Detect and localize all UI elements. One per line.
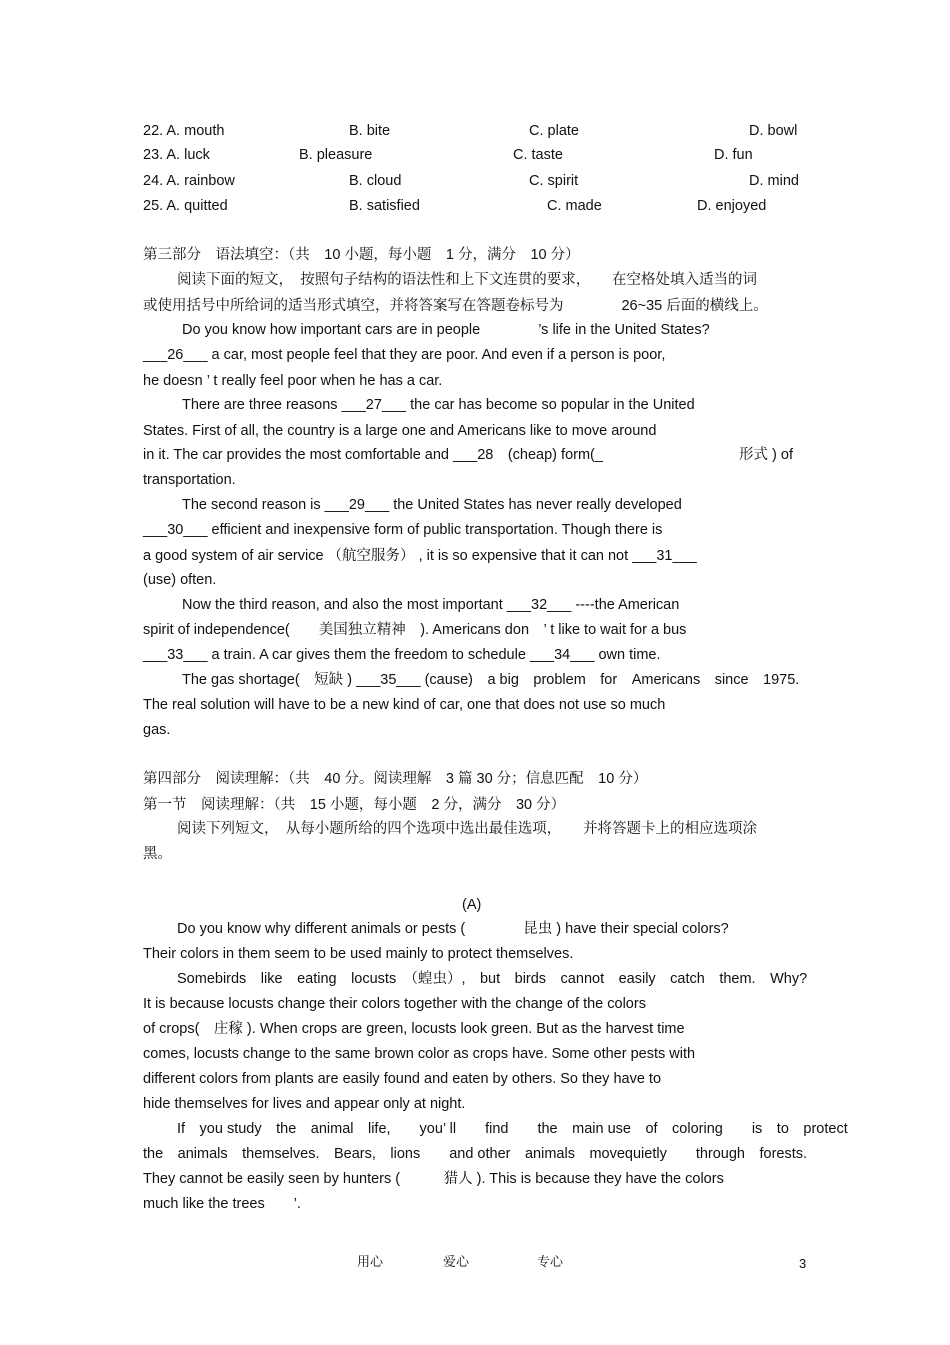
footer-text-2: 爱心 (443, 1254, 470, 1269)
passage-line: different colors from plants are easily found and eaten by others. So they have to (143, 1071, 662, 1087)
option-22-c: C. plate (529, 123, 579, 139)
option-25-d: D. enjoyed (697, 198, 767, 214)
cloze-line: ___26___ a car, most people feel that they are poor. And even if a person is poor, (143, 347, 666, 363)
passage-line: If you study the animal life, you’ ll find the main use of coloring is to protect (177, 1121, 848, 1137)
footer-text-3: 专心 (537, 1254, 564, 1269)
cloze-line: transportation. (143, 472, 236, 488)
option-23-c: C. taste (513, 147, 563, 163)
passage-line: Somebirds like eating locusts （蝗虫）, but birds cannot easily catch them. Why? (177, 971, 808, 987)
cloze-line: Now the third reason, and also the most important ___32___ ----the American (182, 597, 680, 613)
cloze-line: he doesn ’ t really feel poor when he has a car. (143, 373, 443, 389)
passage-line: It is because locusts change their colors together with the change of the colors (143, 996, 646, 1012)
passage-line: They cannot be easily seen by hunters ( 猎人 ). This is because they have the colors (143, 1171, 724, 1187)
part3-instruction-1: 阅读下面的短文， 按照句子结构的语法性和上下文连贯的要求， 在空格处填入适当的词 (177, 272, 757, 288)
passage-line: Do you know why different animals or pests ( 昆虫 ) have their special colors? (177, 921, 729, 937)
part4-instruction-1: 阅读下列短文， 从每小题所给的四个选项中选出最佳选项， 并将答题卡上的相应选项涂 (177, 821, 757, 837)
cloze-line: in it. The car provides the most comfortable and ___28 (cheap) form(_ (143, 447, 603, 463)
cloze-line: gas. (143, 722, 171, 738)
page-number: 3 (799, 1256, 807, 1271)
cloze-line-right: 形式 ) of (739, 447, 793, 463)
part4-heading: 第四部分 阅读理解：（共 40 分。阅读理解 3 篇 30 分；信息匹配 10 分） (143, 771, 648, 787)
option-23-b: B. pleasure (299, 147, 373, 163)
option-25-c: C. made (547, 198, 602, 214)
cloze-line: Do you know how important cars are in people ’s life in the United States? (182, 322, 710, 338)
part4-section1-heading: 第一节 阅读理解：（共 15 小题，每小题 2 分，满分 30 分） (143, 797, 566, 813)
option-22-a: 22. A. mouth (143, 123, 225, 139)
option-22-d: D. bowl (749, 123, 798, 139)
passage-label: (A) (462, 897, 482, 913)
option-25-b: B. satisfied (349, 198, 420, 214)
option-24-c: C. spirit (529, 173, 579, 189)
option-23-a: 23. A. luck (143, 147, 210, 163)
option-24-d: D. mind (749, 173, 799, 189)
passage-line: the animals themselves. Bears, lions and other animals movequietly through forests. (143, 1146, 808, 1162)
option-25-a: 25. A. quitted (143, 198, 228, 214)
passage-line: comes, locusts change to the same brown color as crops have. Some other pests with (143, 1046, 696, 1062)
cloze-line: The second reason is ___29___ the United States has never really developed (182, 497, 682, 513)
cloze-line: ___33___ a train. A car gives them the freedom to schedule ___34___ own time. (143, 647, 661, 663)
option-23-d: D. fun (714, 147, 753, 163)
option-24-a: 24. A. rainbow (143, 173, 235, 189)
cloze-line: spirit of independence( 美国独立精神 ). Americans don ’ t like to wait for a bus (143, 622, 687, 638)
passage-line: hide themselves for lives and appear only at night. (143, 1096, 466, 1112)
passage-line: much like the trees ’. (143, 1196, 301, 1212)
cloze-line: The gas shortage( 短缺 ) ___35___ (cause) a big problem for Americans since 1975. (182, 672, 800, 688)
cloze-line: The real solution will have to be a new kind of car, one that does not use so much (143, 697, 666, 713)
passage-line: Their colors in them seem to be used mainly to protect themselves. (143, 946, 574, 962)
cloze-line: (use) often. (143, 572, 217, 588)
part4-instruction-2: 黑。 (143, 846, 172, 862)
passage-line: of crops( 庄稼 ). When crops are green, locusts look green. But as the harvest time (143, 1021, 685, 1037)
cloze-line: a good system of air service （航空服务） , it is so expensive that it can not ___31___ (143, 548, 697, 564)
footer-text-1: 用心 (357, 1254, 384, 1269)
cloze-line: ___30___ efficient and inexpensive form of public transportation. Though there is (143, 522, 663, 538)
option-22-b: B. bite (349, 123, 391, 139)
part3-heading: 第三部分 语法填空：（共 10 小题，每小题 1 分，满分 10 分） (143, 247, 580, 263)
option-24-b: B. cloud (349, 173, 402, 189)
part3-instruction-2: 或使用括号中所给词的适当形式填空，并将答案写在答题卷标号为 26~35 后面的横线上。 (143, 298, 768, 314)
cloze-line: States. First of all, the country is a large one and Americans like to move around (143, 423, 657, 439)
cloze-line: There are three reasons ___27___ the car has become so popular in the United (182, 397, 695, 413)
